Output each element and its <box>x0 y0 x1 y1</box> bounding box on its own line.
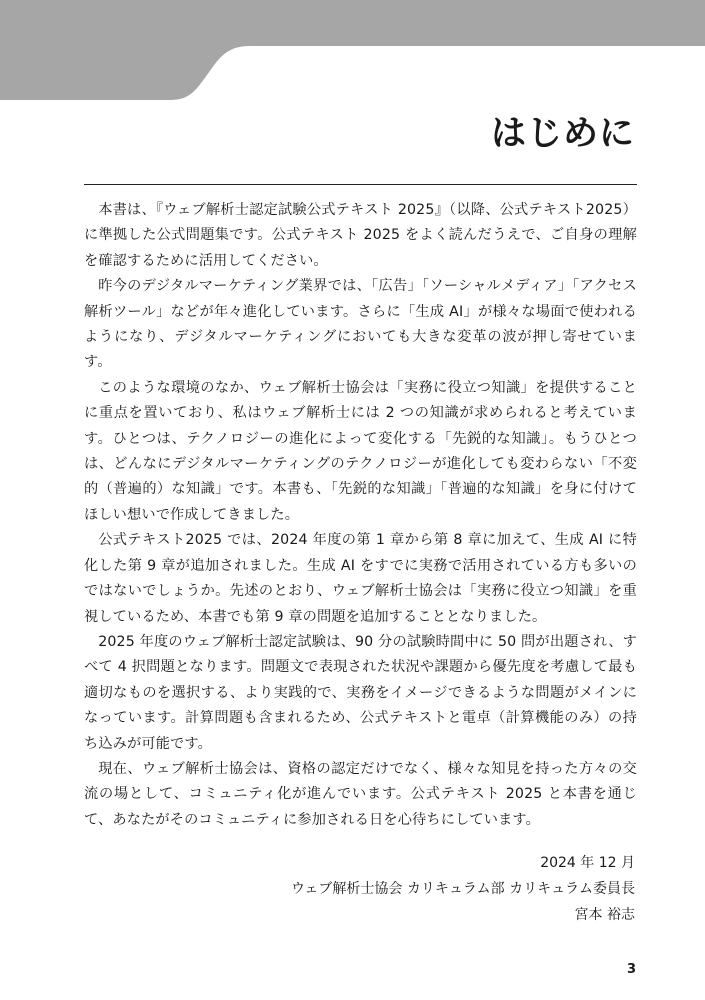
header-band <box>0 0 705 100</box>
page-number: 3 <box>626 962 636 977</box>
page-title: はじめに <box>490 114 635 154</box>
title-divider <box>84 184 637 185</box>
signature-block <box>291 850 635 928</box>
paragraph: 2025 年度のウェブ解析士認定試験は、90 分の試験時間中に 50 問が出題され、すべて 4 択問題となります。問題文で表現された状況や課題から優先度を考慮して最も適切なものを選択する、より実践的で、実務をイメージできるような問題がメインになっています。計算問題も含まれるため、公式テキストと電卓（計算機能のみ）の持ち込みが可能です。 <box>84 633 637 752</box>
paragraph: このような環境のなか、ウェブ解析士協会は「実務に役立つ知識」を提供することに重点を置いており、私はウェブ解析士には 2 つの知識が求められると考えています。ひとつは、テクノロジーの進化によって変化する「先鋭的な知識」。もうひとつは、どんなにデジタルマーケティングのテクノロジーが進化しても変わらない「不変的（普遍的）な知識」です。本書も、「先鋭的な知識」「普遍的な知識」を身に付けてほしい想いで作成してきました。 <box>84 379 637 523</box>
body-text <box>84 198 637 833</box>
paragraph: 本書は、『ウェブ解析士認定試験公式テキスト 2025』（以降、公式テキスト2025）に準拠した公式問題集です。公式テキスト 2025 をよく読んだうえで、ご自身の理解を確認するために活用してください。 <box>84 202 637 269</box>
signature-date: 2024 年 12 月 <box>540 855 635 871</box>
paragraph: 昨今のデジタルマーケティング業界では、「広告」「ソーシャルメディア」「アクセス解析ツール」などが年々進化しています。さらに「生成 AI」が様々な場面で使われるようになり、デジタルマーケティングにおいても大きな変革の波が押し寄せています。 <box>84 278 637 371</box>
signature-affiliation: ウェブ解析士協会 カリキュラム部 カリキュラム委員長 <box>290 881 635 897</box>
paragraph: 公式テキスト2025 では、2024 年度の第 1 章から第 8 章に加えて、生成 AI に特化した第 9 章が追加されました。生成 AI をすでに実務で活用されている方も多いのではないでしょうか。先述のとおり、ウェブ解析士協会は「実務に役立つ知識」を重視しているため、本書でも第 9 章の問題を追加することとなりました。 <box>84 532 637 625</box>
paragraph: 現在、ウェブ解析士協会は、資格の認定だけでなく、様々な知見を持った方々の交流の場として、コミュニティ化が進んでいます。公式テキスト 2025 と本書を通じて、あなたがそのコミュニティに参加される日を心待ちにしています。 <box>84 760 637 828</box>
signature-name: 宮本 裕志 <box>574 907 635 923</box>
header-shape <box>0 0 705 100</box>
